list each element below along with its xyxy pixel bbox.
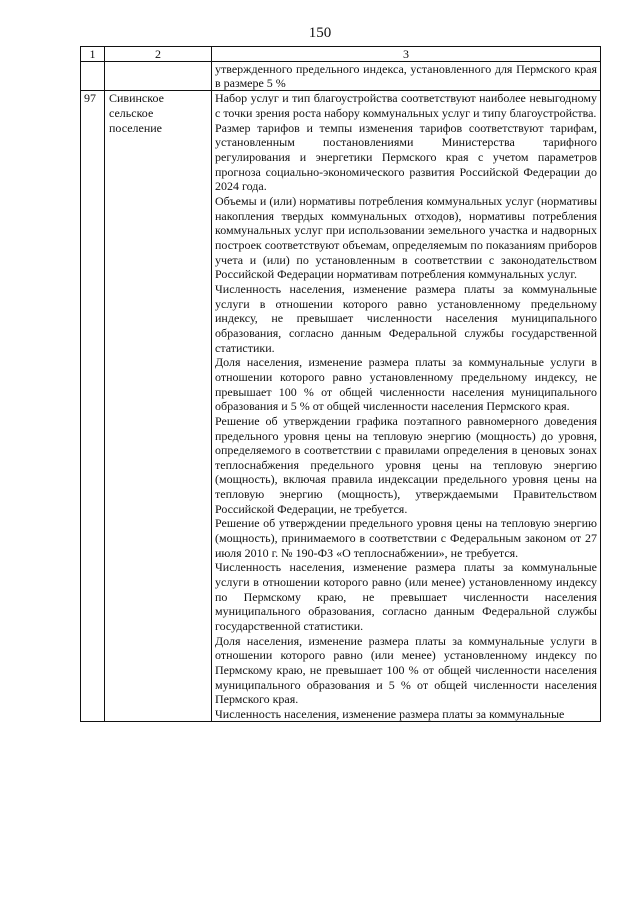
paragraph: Набор услуг и тип благоустройства соответствуют наиболее невыгодному с точки зрения роста набору коммунальных услуг и типу благоустройства. xyxy=(215,91,597,121)
paragraph: Численность населения, изменение размера платы за коммунальные услуги в отношении которого равно (или менее) установленному индексу по Пермскому краю, не превышает численности населения муниципального образования, согласно данным Федеральной службы государственной статистики. xyxy=(215,560,597,634)
settlement-name: Сивинское сельское поселение xyxy=(105,91,212,722)
table-row xyxy=(81,91,601,722)
paragraph: Доля населения, изменение размера платы за коммунальные услуги в отношении которого равно установленному предельному индексу, не превышает 100 % от общей численности населения муниципального образования и 5 % от общей численности населения Пермского края. xyxy=(215,355,597,414)
paragraph: Размер тарифов и темпы изменения тарифов соответствуют тарифам, установленным постановлениями Министерства тарифного регулирования и энергетики Пермского края с учетом параметров прогноза социально-экономического развития Российской Федерации до 2024 года. xyxy=(215,120,597,194)
paragraph: Объемы и (или) нормативы потребления коммунальных услуг (нормативы накопления твердых коммунальных отходов), нормативы потребления коммунальных услуг при использовании земельного участка и надворных построек соответствуют объемам, определяемым по показаниям приборов учета и (или) по установленным в соответствии с законодательством Российской Федерации нормативам потребления коммунальных услуг. xyxy=(215,194,597,282)
settlements-table xyxy=(80,46,601,722)
paragraph: Численность населения, изменение размера платы за коммунальные услуги в отношении которого равно установленному предельному индексу, не превышает численности населения муниципального образования, согласно данным Федеральной службы государственной статистики. xyxy=(215,281,597,355)
continuation-text-cell xyxy=(212,62,601,91)
header-col-3: 3 xyxy=(212,47,601,62)
table-header-row xyxy=(81,47,601,62)
header-col-1: 1 xyxy=(81,47,105,62)
paragraph: Численность населения, изменение размера платы за коммунальные xyxy=(215,706,565,721)
paragraph: Решение об утверждении предельного уровня цены на тепловую энергию (мощность), принимаемого в соответствии с Федеральным законом от 27 июля 2010 г. № 190-ФЗ «О теплоснабжении», не требуется. xyxy=(215,516,597,560)
continuation-text: утвержденного предельного индекса, установленного для Пермского края в размере 5 % xyxy=(215,62,597,91)
continuation-number-cell xyxy=(81,62,105,91)
paragraph: Доля населения, изменение размера платы за коммунальные услуги в отношении которого равно (или менее) установленному индексу по Пермскому краю, не превышает 100 % от общей численности населения муниципального образования и 5 % от общей численности населения Пермского края. xyxy=(215,633,597,707)
header-col-2: 2 xyxy=(105,47,212,62)
row-number: 97 xyxy=(81,91,105,722)
row-description xyxy=(212,91,601,722)
continuation-row xyxy=(81,62,601,91)
paragraph: Решение об утверждении графика поэтапного равномерного доведения предельного уровня цены на тепловую энергию (мощность) до уровня, определяемого в соответствии с правилами определения в ценовых зонах теплоснабжения предельного уровня цены на тепловую энергию (мощность), включая правила индексации предельного уровня цены на тепловую энергию (мощность), утверждаемыми Правительством Российской Федерации, не требуется. xyxy=(215,413,597,516)
page-number: 150 xyxy=(308,25,332,41)
continuation-name-cell xyxy=(105,62,212,91)
